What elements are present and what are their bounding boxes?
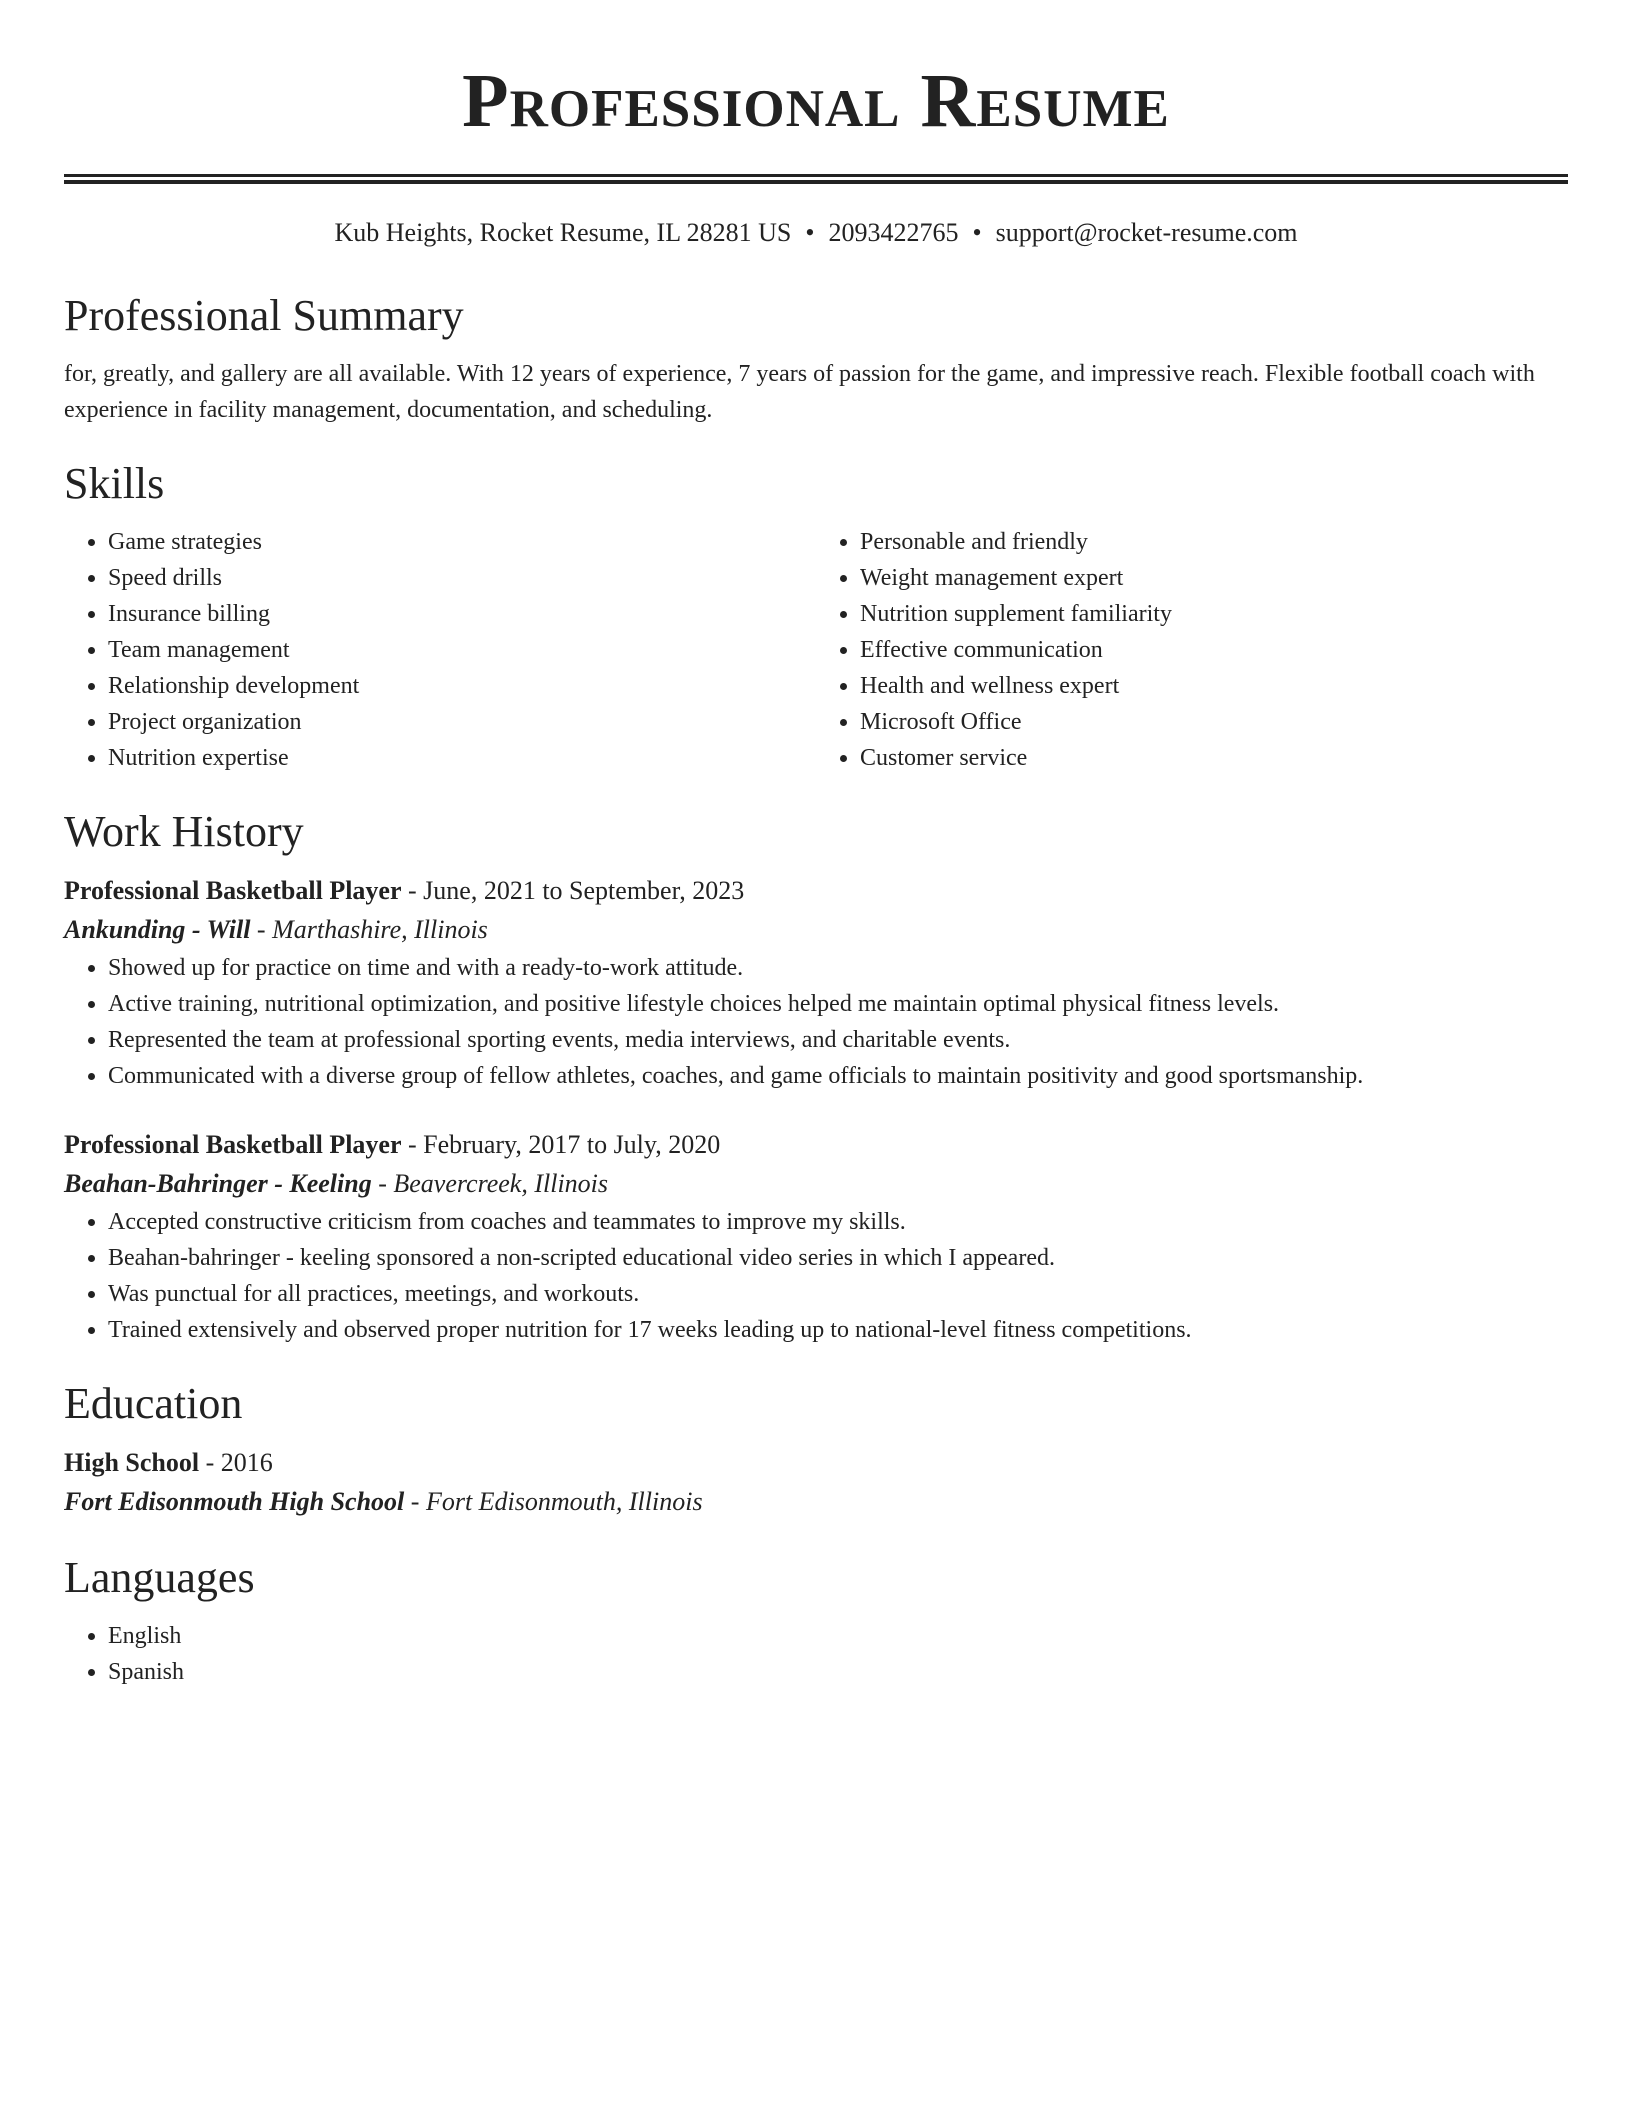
summary-text: for, greatly, and gallery are all available. With 12 years of experience, 7 years of passion for the game, and impressive reach. Flexible football coach with experience in facility management, documentation, and scheduling. bbox=[64, 361, 1535, 423]
skills-left-list bbox=[64, 524, 816, 776]
education-location: - Fort Edisonmouth, Illinois bbox=[404, 1487, 703, 1516]
job-bullet: • Accepted constructive criticism from coaches and teammates to improve my skills. bbox=[108, 1204, 1568, 1240]
skill-item: • Nutrition supplement familiarity bbox=[860, 596, 1568, 632]
contact-separator: • bbox=[972, 218, 982, 247]
work-history-section bbox=[64, 806, 1568, 1348]
skills-right-list bbox=[816, 524, 1568, 776]
job-header bbox=[64, 1126, 1568, 1164]
education-institution bbox=[64, 1482, 1568, 1522]
job-company: Ankunding - Will bbox=[64, 915, 251, 944]
education-section bbox=[64, 1378, 1568, 1522]
resume-title: Professional Resume bbox=[462, 59, 1170, 143]
education-school: Fort Edisonmouth High School bbox=[64, 1487, 405, 1516]
job-bullet: • Was punctual for all practices, meetings, and workouts. bbox=[108, 1276, 1568, 1312]
skill-item: • Nutrition expertise bbox=[108, 740, 816, 776]
contact-separator: • bbox=[805, 218, 815, 247]
skill-item: • Microsoft Office bbox=[860, 704, 1568, 740]
skill-item: • Insurance billing bbox=[108, 596, 816, 632]
education-year: - 2016 bbox=[199, 1448, 273, 1477]
skills-section bbox=[64, 458, 1568, 776]
job-bullet-list bbox=[64, 1204, 1568, 1348]
summary-section bbox=[64, 290, 1568, 428]
job-bullet: • Active training, nutritional optimization, and positive lifestyle choices helped me maintain optimal physical fitness levels. bbox=[108, 986, 1568, 1022]
job-bullet: • Trained extensively and observed proper nutrition for 17 weeks leading up to national-level fitness competitions. bbox=[108, 1312, 1568, 1348]
job-entry bbox=[64, 872, 1568, 1094]
summary-heading: Professional Summary bbox=[64, 291, 464, 340]
education-entry bbox=[64, 1444, 1568, 1522]
languages-heading: Languages bbox=[64, 1553, 255, 1602]
job-bullet: • Communicated with a diverse group of fellow athletes, coaches, and game officials to maintain positivity and good sportsmanship. bbox=[108, 1058, 1568, 1094]
job-bullet: • Showed up for practice on time and with a ready-to-work attitude. bbox=[108, 950, 1568, 986]
education-heading: Education bbox=[64, 1379, 243, 1428]
job-dates: - June, 2021 to September, 2023 bbox=[401, 876, 745, 905]
contact-address: Kub Heights, Rocket Resume, IL 28281 US bbox=[334, 218, 792, 247]
skill-item: • Personable and friendly bbox=[860, 524, 1568, 560]
title-divider bbox=[64, 174, 1568, 184]
job-bullet-list bbox=[64, 950, 1568, 1094]
job-dates: - February, 2017 to July, 2020 bbox=[401, 1130, 721, 1159]
language-item: • Spanish bbox=[108, 1654, 1568, 1690]
job-bullet: • Represented the team at professional sporting events, media interviews, and charitable events. bbox=[108, 1022, 1568, 1058]
job-header bbox=[64, 872, 1568, 910]
skill-item: • Relationship development bbox=[108, 668, 816, 704]
skill-item: • Project organization bbox=[108, 704, 816, 740]
skill-item: • Health and wellness expert bbox=[860, 668, 1568, 704]
job-employer bbox=[64, 910, 1568, 950]
work-history-heading: Work History bbox=[64, 807, 304, 856]
languages-list bbox=[64, 1618, 1568, 1690]
job-location: - Beavercreek, Illinois bbox=[371, 1169, 609, 1198]
skill-item: • Weight management expert bbox=[860, 560, 1568, 596]
skill-item: • Speed drills bbox=[108, 560, 816, 596]
education-header bbox=[64, 1444, 1568, 1482]
job-company: Beahan-Bahringer - Keeling bbox=[64, 1169, 372, 1198]
languages-section bbox=[64, 1552, 1568, 1690]
contact-line bbox=[64, 216, 1568, 250]
job-title: Professional Basketball Player bbox=[64, 876, 402, 905]
job-location: - Marthashire, Illinois bbox=[250, 915, 488, 944]
job-title: Professional Basketball Player bbox=[64, 1130, 402, 1159]
job-employer bbox=[64, 1164, 1568, 1204]
education-degree: High School bbox=[64, 1448, 200, 1477]
language-item: • English bbox=[108, 1618, 1568, 1654]
job-entry bbox=[64, 1126, 1568, 1348]
skills-heading: Skills bbox=[64, 459, 165, 508]
job-bullet: • Beahan-bahringer - keeling sponsored a non-scripted educational video series in which I appeared. bbox=[108, 1240, 1568, 1276]
skill-item: • Team management bbox=[108, 632, 816, 668]
contact-email: support@rocket-resume.com bbox=[995, 218, 1298, 247]
contact-phone: 2093422765 bbox=[828, 218, 959, 247]
skill-item: • Effective communication bbox=[860, 632, 1568, 668]
skills-grid bbox=[64, 524, 1568, 776]
skill-item: • Game strategies bbox=[108, 524, 816, 560]
skill-item: • Customer service bbox=[860, 740, 1568, 776]
